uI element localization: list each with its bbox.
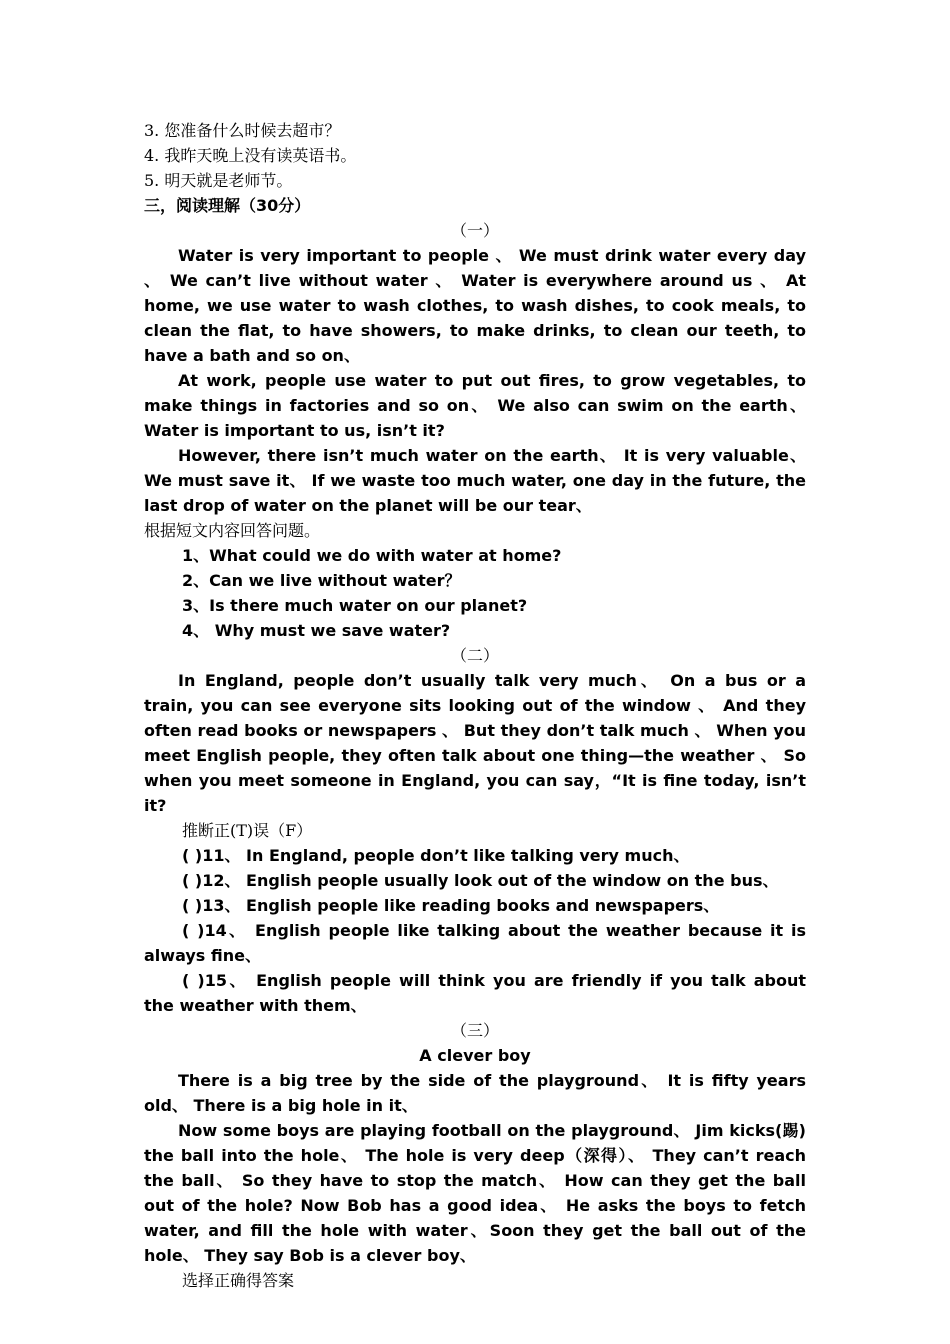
passage2-paragraph: In England, people don’t usually talk very much、 On a bus or a train, you can see everyone sits looking out of the window 、 And they often read books or newspapers 、 But they don’t talk much 、 When you meet English people, they often talk about one thing—the weather 、 So when you meet someone in England, you can say，“It is fine today, isn’t it? — [144, 671, 806, 815]
tf-item-15: ( )15、 English people will think you are friendly if you talk about the weather with them、 — [144, 971, 806, 1015]
passage1-paragraph-3: However, there isn’t much water on the earth、 It is very valuable、 We must save it、 If we waste too much water, one day in the future, the last drop of water on the planet will be our tear、 — [144, 446, 806, 515]
section-heading: 三，阅读理解（30分） — [144, 196, 311, 215]
document-page — [144, 118, 806, 1293]
passage1-question-4: 4、 Why must we save water? — [182, 621, 451, 640]
passage2-instruction: 推断正(T)误（F） — [182, 821, 313, 840]
tf-item-13: ( )13、 English people like reading books and newspapers、 — [182, 896, 720, 915]
translation-item-4: 4. 我昨天晚上没有读英语书。 — [144, 146, 357, 165]
passage3-title: A clever boy — [419, 1046, 531, 1065]
passage1-paragraph-2: At work, people use water to put out fires, to grow vegetables, to make things in factories and so on、 We also can swim on the earth、 Water is important to us, isn’t it? — [144, 371, 806, 440]
passage3-paragraph-1: There is a big tree by the side of the playground、 It is fifty years old、 There is a big hole in it、 — [144, 1071, 806, 1115]
passage3-paragraph-2: Now some boys are playing football on the playground、 Jim kicks(踢) the ball into the hole、 The hole is very deep（深得）、 They can’t reach the ball、 So they have to stop the match、 How can they get the ball out of the hole? Now Bob has a good idea、 He asks the boys to fetch water, and fill the hole with water、Soon they get the ball out of the hole、 They say Bob is a clever boy、 — [144, 1121, 806, 1265]
passage3-instruction: 选择正确得答案 — [182, 1271, 295, 1290]
passage2-label: （二） — [450, 646, 499, 665]
passage1-question-2: 2、Can we live without water？ — [182, 571, 461, 590]
passage1-question-1: 1、What could we do with water at home? — [182, 546, 562, 565]
passage1-instruction: 根据短文内容回答问题。 — [144, 521, 321, 540]
tf-item-14: ( )14、 English people like talking about the weather because it is always fine、 — [144, 921, 806, 965]
passage1-paragraph-1: Water is very important to people 、 We must drink water every day 、 We can’t live without water 、 Water is everywhere around us 、 At home, we use water to wash clothes, to wash dishes, to cook meals, to clean the flat, to have showers, to make drinks, to clean our teeth, to have a bath and so on、 — [144, 246, 806, 365]
passage1-question-3: 3、Is there much water on our planet? — [182, 596, 528, 615]
passage3-label: （三） — [450, 1021, 499, 1040]
tf-item-12: ( )12、 English people usually look out of the window on the bus、 — [182, 871, 779, 890]
translation-item-5: 5. 明天就是老师节。 — [144, 171, 293, 190]
passage1-label: （一） — [450, 221, 499, 240]
translation-item-3: 3. 您准备什么时候去超市？ — [144, 121, 341, 140]
tf-item-11: ( )11、 In England, people don’t like talking very much、 — [182, 846, 690, 865]
